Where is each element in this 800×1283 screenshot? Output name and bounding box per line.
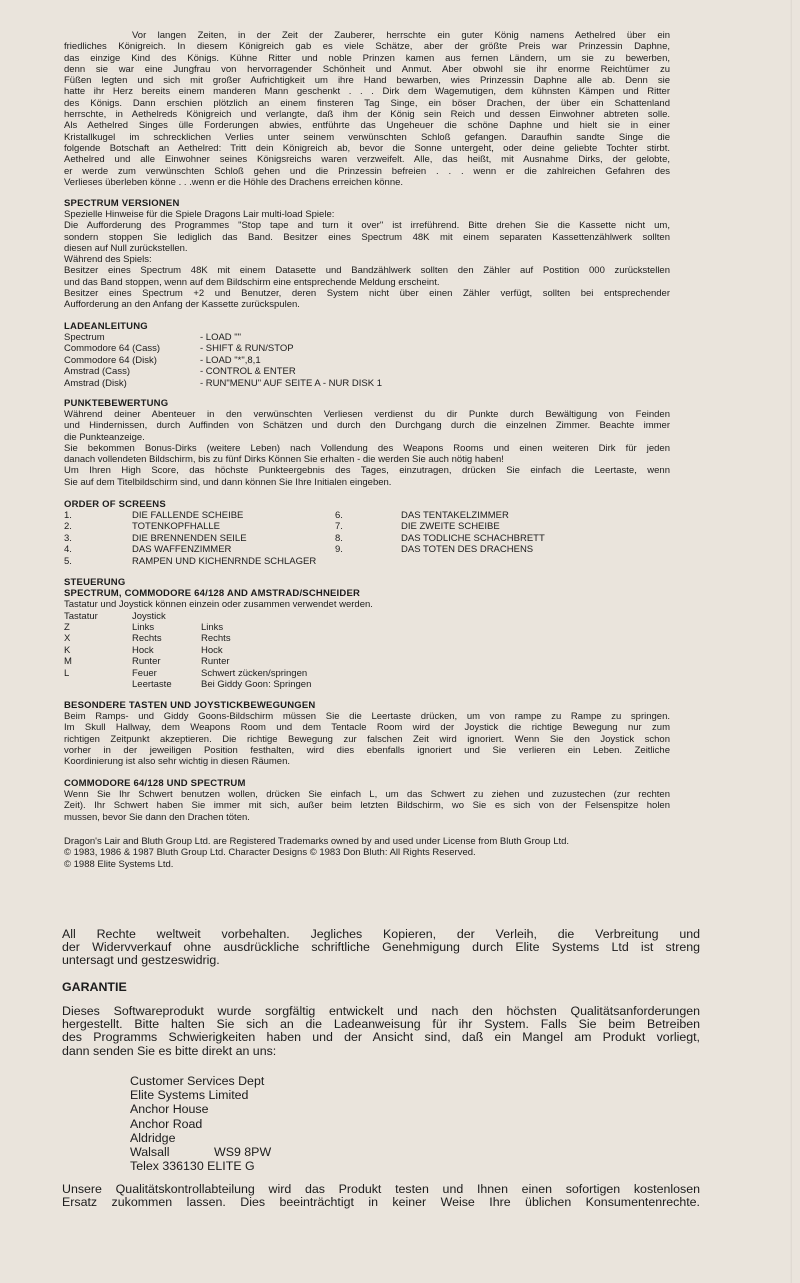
scoring-line: Während deiner Abenteuer in den verwünschten Verliesen verdienst du dir Punkte durch Bewältigung von Feinden [64,409,670,420]
scoring-paragraph [64,409,670,488]
page-fold-shadow [790,0,792,1283]
trademark-line: © 1988 Elite Systems Ltd. [64,858,174,870]
special-line: vorher in der jeweiligen Position festhalten, wird dies ebenfalls ignoriert und Sie verlieren ein Leben. Zeitliche [64,744,670,756]
warranty-line: hergestellt. Bitte halten Sie sich an die Ladeanweisung für ihr System. Falls Sie beim Betreiben [62,1017,700,1032]
scoring-line: danach vollendeten Bildschirm, bis zu fünf Dirks Können Sie erhalten - die werden Sie auch nötig haben! [64,454,504,466]
loading-command: - CONTROL & ENTER [200,366,296,378]
spectrum-heading: SPECTRUM VERSIONEN [64,198,180,209]
scoring-line: Sie auf dem Titelbildschirm sind, und dann können Sie Ihre Initialen eingeben. [64,476,392,488]
commodore-heading: COMMODORE 64/128 UND SPECTRUM [64,778,246,789]
loading-system: Commodore 64 (Disk) [64,354,157,366]
commodore-line: Zeit). Ihr Schwert haben Sie immer mit sich, außer beim letzten Bildschirm, wo Sie es sich von der Felsenspitze holen [64,800,670,812]
controls-intro-text: Tastatur und Joystick können einzein oder zusammen verwendet werden. [64,599,373,610]
scoring-line: Sie bekommen Bonus-Dirks (weitere Leben) nach Vollendung des Weapons Rooms und einen weiteren Dirk für jeden [64,442,670,454]
address-text: Customer Services Dept [130,1074,265,1088]
loading-system: Spectrum [64,332,105,343]
controls-header-joystick: Joystick [132,610,166,622]
scoring-line: Um Ihren High Score, das höchste Punkteergebnis des Tages, einzutragen, drücken Sie einfach die Leertaste, wenn [64,465,670,477]
screen-number: 3. [64,532,72,544]
spectrum-paragraph [64,209,670,311]
commodore-line: mussen, bevor Sie dann den Drachen töten. [64,811,250,823]
trademark-line: © 1983, 1986 & 1987 Bluth Group Ltd. Character Designs © 1983 Don Bluth: All Rights Reserved. [64,847,476,859]
control-key: L [64,667,70,679]
scoring-line: und Hindernissen, durch Auffinden von Schätzen und durch den Durchgang durch die einzelnen Zimmer. Beachte immer [64,420,670,432]
control-action: Links [201,622,224,633]
spectrum-line: und das Band stoppen, wenn auf dem Bildschirm eine entsprechende Meldung erscheint. [64,276,440,288]
spectrum-line: Besitzer eines Spectrum +2 und Benutzer, deren System nicht über einen Zähler verfügt, sollten bei entsprechender [64,288,670,300]
trademark-notice [64,836,670,870]
screen-name: DAS TOTEN DES DRACHENS [401,544,534,556]
closing-line: Unsere Qualitätskontrollabteilung wird das Produkt testen und Ihnen einen sofortigen kostenlosen [62,1182,700,1196]
address-line [130,1102,264,1116]
control-action: Runter [201,656,230,668]
screen-number: 4. [64,544,72,556]
intro-line: herrschte, in Aethelreds Königreich und verlangte, daß ihm der König sein Reich und dessen Einwohner abtreten solle. [64,109,670,121]
screen-number: 9. [335,544,343,556]
screen-number: 5. [64,555,72,567]
screen-name: DAS WAFFENZIMMER [132,544,232,556]
special-line: Im Skull Hallway, dem Weapons Room und dem Tentacle Room wird der Joystick die richtige Bewegung nur zum [64,722,670,734]
address-postcode: WS9 8PW [214,1144,272,1159]
control-action: Hock [201,644,223,656]
screen-name: DAS TODLICHE SCHACHBRETT [401,532,545,544]
spectrum-line: Spezielle Hinweise für die Spiele Dragons Lair multi-load Spiele: [64,209,335,220]
special-paragraph [64,711,670,767]
control-joy: Leertaste [132,679,172,690]
screens-heading: ORDER OF SCREENS [64,499,166,510]
intro-line: hatte ihr Herz bereits einem manderen Mann geschenkt . . . Dirk dem Wagemutigen, dem kühnsten Kämpen und Ritter [64,86,670,98]
closing-paragraph [62,1183,700,1209]
intro-line: das einzige Kind des Königs. Kühne Ritter und noble Prinzen kamen aus fernen Ländern, um sie zu bewerben, [64,52,670,64]
spectrum-line: diesen auf Null zurückstellen. [64,242,188,254]
control-action: Rechts [201,633,231,645]
intro-line: er werde zum verwünschten Schloß gehen und die Prinzessin befreien . . . wenn er die zahlreichen Gefahren des [64,165,670,177]
control-joy: Runter [132,656,161,668]
warranty-paragraph [62,1005,700,1058]
screen-row [64,555,317,567]
loading-command: - LOAD "*",8,1 [200,354,261,366]
special-line: Koordinierung ist also sehr wichtig in diesen Räumen. [64,756,291,768]
address-line [130,1131,264,1145]
warranty-heading: GARANTIE [62,980,127,994]
loading-command: - LOAD "" [200,332,242,343]
commodore-line: Wenn Sie Ihr Schwert benutzen wollen, drücken Sie einfach L, um das Schwert zu ziehen und zuzustechen (zur rechten [64,789,670,800]
address-text: Aldridge [130,1130,176,1145]
rights-paragraph [62,928,700,968]
spectrum-line: Aufforderung an den Anfang der Kassette zurückspulen. [64,299,300,311]
rights-line: untersagt und gestzeswidrig. [62,953,220,968]
control-action: Schwert zücken/springen [201,667,308,679]
loading-command: - RUN"MENU" AUF SEITE A - NUR DISK 1 [200,377,382,389]
loading-command: - SHIFT & RUN/STOP [200,343,294,355]
address-text: Anchor Road [130,1116,203,1131]
trademark-line: Dragon's Lair and Bluth Group Ltd. are Registered Trademarks owned by and used under License from Bluth Group Ltd. [64,836,570,847]
scoring-line: die Punkteanzeige. [64,431,145,443]
intro-line: Aethelred und alle Einwohner seines Königsreichs waren verzweifelt. Alle, das heißt, mit Ausnahme Dirks, der gelobte, [64,154,670,166]
address-block [130,1074,272,1174]
control-joy: Links [132,622,155,633]
intro-line: Vor langen Zeiten, in der Zeit der Zauberer, herrschte ein guter König namens Aethelred über ein [132,30,670,41]
screen-number: 1. [64,510,72,521]
spectrum-line: Besitzer eines Spectrum 48K mit einem Datasette und Bandzählwerk sollten den Zähler auf Postition 000 zurückstellen [64,265,670,277]
screen-name: DIE FALLENDE SCHEIBE [132,510,244,521]
address-text: Walsall [130,1144,170,1159]
commodore-paragraph [64,789,670,823]
rights-line: der Widervverkauf ohne ausdrückliche schriftliche Genehmigung durch Elite Systems Ltd ist streng [62,940,700,955]
intro-line: Als Aethelred Singes ülle Forderungen abwies, entführte das Ungeheuer die schöne Daphne und hielt sie in einer [64,120,670,132]
warranty-line: des Programms Schwierigkeiten haben und der Ansicht sind, daß ein Mangel am Produkt vorliegt, [62,1030,700,1045]
intro-paragraph [64,30,670,188]
controls-heading: STEUERUNG [64,577,126,588]
control-action: Bei Giddy Goon: Springen [201,679,312,690]
scoring-heading: PUNKTEBEWERTUNG [64,398,169,409]
loading-system: Commodore 64 (Cass) [64,343,161,355]
spectrum-line: sondern stoppen Sie lediglich das Band. Besitzer eines Spectrum 48K mit einem separaten Kassettenzählwerk sollten [64,231,670,243]
loading-system: Amstrad (Cass) [64,366,130,378]
address-line [130,1117,264,1131]
control-joy: Feuer [132,667,157,679]
address-line [130,1074,264,1088]
warranty-line: dann senden Sie es bitte direkt an uns: [62,1043,277,1058]
screen-name: RAMPEN UND KICHENRNDE SCHLAGER [132,555,317,567]
screen-name: TOTENKOPFHALLE [132,521,220,533]
control-joy: Hock [132,644,154,656]
screen-number: 8. [335,532,343,544]
address-line [130,1144,272,1159]
intro-line: friedliches Königreich. In diesem Königreich gab es viele Schätze, aber der größte Preis war Prinzessin Daphne, [64,41,670,53]
rights-line: All Rechte weltweit vorbehalten. Jegliches Kopieren, der Verleih, die Verbreitung und [62,927,700,941]
screen-name: DIE BRENNENDEN SEILE [132,532,247,544]
special-line: Beim Ramps- und Giddy Goons-Bildschirm müssen Sie die Leertaste drücken, um von rampe zu Rampe zu springen. [64,711,670,722]
address-text: Elite Systems Limited [130,1088,249,1103]
control-key: X [64,633,71,645]
address-text: Telex 336130 ELITE G [130,1159,255,1174]
warranty-line: Dieses Softwareprodukt wurde sorgfältig entwickelt und nach den höchsten Qualitätsanforderungen [62,1004,700,1018]
screen-number: 2. [64,521,72,533]
closing-line: Ersatz zukommen lassen. Dies beeinträchtigt in keiner Weise Ihre üblichen Konsumentenrechte. [62,1195,700,1210]
intro-line: folgende Botschaft an Aethelred: Tritt dein Königreich ab, bevor die Sonne untergeht, oder deine geliebte Tochter stirbt. [64,142,670,154]
spectrum-line: Die Aufforderung des Programmes "Stop tape and turn it over" ist irreführend. Bitte drehen Sie die Kassette nicht um, [64,220,670,232]
controls-subheading: SPECTRUM, COMMODORE 64/128 AND AMSTRAD/SCHNEIDER [64,588,361,599]
spectrum-line: Während des Spiels: [64,254,152,266]
control-key: M [64,656,72,668]
special-line: richtigen Zeitpunkt akzeptieren. Die richtige Bewegung zur falschen Zeit wird ignoriert. Wenn Sie den Joystick schon [64,733,670,745]
control-key: K [64,644,71,656]
screen-number: 7. [335,521,343,533]
controls-header-key: Tastatur [64,610,98,622]
intro-line: Verlieses überleben könne . . .wenn er die Höhle des Drachens erreichen könne. [64,176,404,188]
special-heading: BESONDERE TASTEN UND JOYSTICKBEWEGUNGEN [64,700,316,711]
intro-line: des Königs. Dann erschien plötzlich an einem finsteren Tag Singe, ein böser Drachen, der über ein Schattenland [64,97,670,109]
intro-line: denn sie war eine Jungfrau von hervorragender Schönheit und Anmut. Aber obwohl sie ihr enorme Reichtümer zu [64,63,670,75]
screen-number: 6. [335,510,343,521]
screen-name: DAS TENTAKELZIMMER [401,510,509,521]
loading-system: Amstrad (Disk) [64,377,127,389]
loading-heading: LADEANLEITUNG [64,321,148,332]
intro-line: Kristallkugel im schrecklichen Verlies unter seinem verwünschten Schloß gefangen. Daraufhin sandte Singe die [64,131,670,143]
control-joy: Rechts [132,633,162,645]
intro-line: Füßen legten und sich mit großer Aufrichtigkeit um ihre Hand bewarben, wies Prinzessin Daphne alle ab. Denn sie [64,75,670,87]
address-text: Anchor House [130,1102,209,1117]
address-line [130,1088,264,1102]
address-line [130,1159,264,1173]
screen-name: DIE ZWEITE SCHEIBE [401,521,500,533]
control-key: Z [64,622,70,633]
